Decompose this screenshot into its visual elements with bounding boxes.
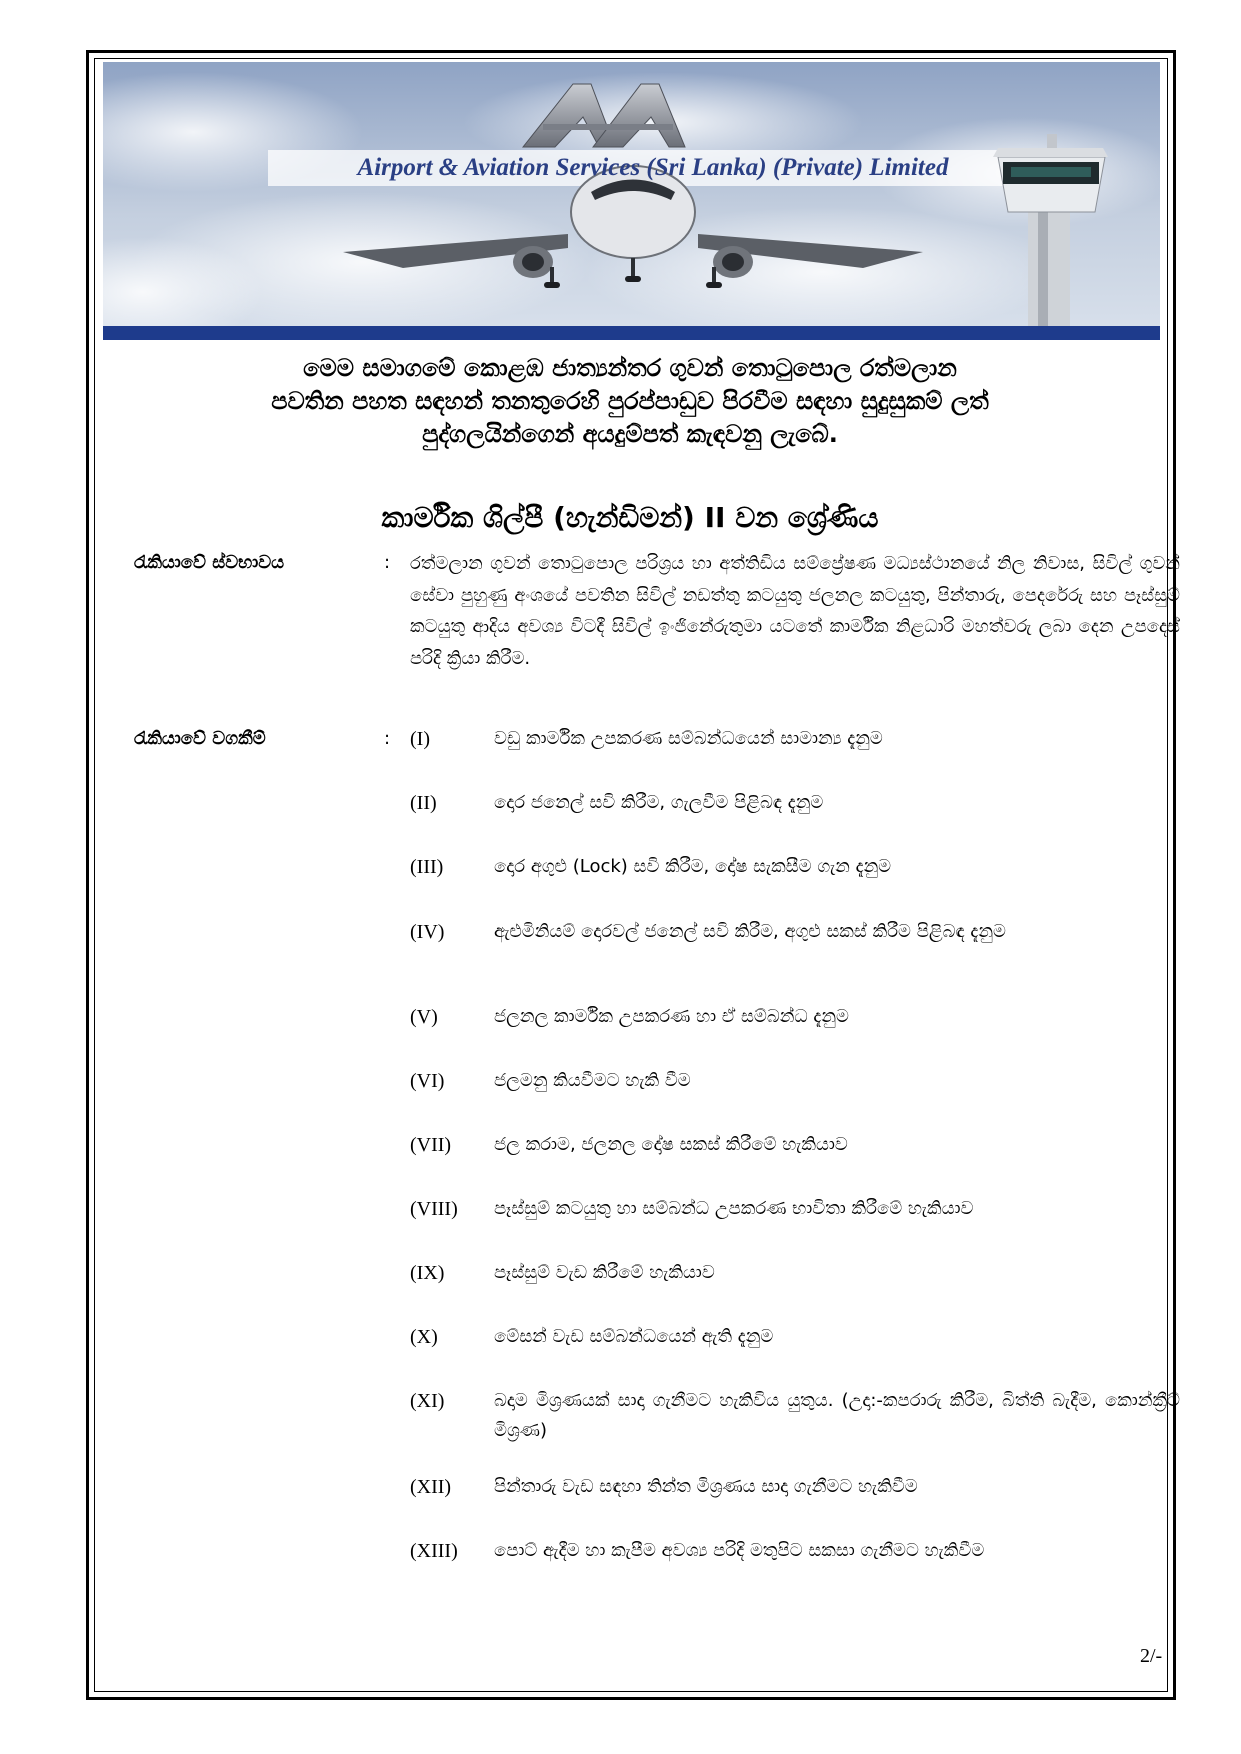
list-item-number: (VIII) bbox=[410, 1198, 458, 1220]
nature-colon: : bbox=[384, 552, 391, 573]
list-item-number: (VI) bbox=[410, 1070, 445, 1092]
duties-colon: : bbox=[384, 728, 391, 749]
header-banner bbox=[103, 62, 1160, 340]
list-item-text: ජල කරාම, ජලනල දෝෂ සකස් කිරීමේ හැකියාව bbox=[494, 1134, 848, 1155]
post-title: කාර්මික ශිල්පී (හැන්ඩිමන්) II වන ශ්‍රේණිය bbox=[381, 501, 879, 534]
banner-stripe bbox=[103, 326, 1160, 340]
list-item-number: (IX) bbox=[410, 1262, 445, 1284]
list-item-text: පොට් ඇදීම හා කැපීම අවශ්‍ය පරිදි මතුපිට සකසා ගැනීමට හැකිවීම bbox=[494, 1540, 985, 1561]
list-item-text: දොර අගුළු (Lock) සවි කිරීම, දෝෂ සැකසීම ගැන දැනුම bbox=[494, 856, 892, 877]
list-item-text: පෑස්සුම් කටයුතු හා සම්බන්ධ උපකරණ භාවිතා කිරීමේ හැකියාව bbox=[494, 1198, 974, 1219]
list-item-number: (V) bbox=[410, 1006, 438, 1028]
list-item-text: වඩු කාර්මික උපකරණ සම්බන්ධයෙන් සාමාන්‍ය දැනුම bbox=[494, 728, 883, 749]
list-item-text: මේසන් වැඩ සම්බන්ධයෙන් ඇති දැනුම bbox=[494, 1326, 774, 1347]
list-item-text: ජලනල කාර්මික උපකරණ හා ඒ සම්බන්ධ දැනුම bbox=[494, 1006, 849, 1027]
nature-text: රත්මලාන ගුවන් තොටුපොල පරිශ්‍රය හා අත්තිඩිය සම්ප්‍රේෂණ මධ්‍යස්ථානයේ නිල නිවාස, සිවිල් ගුවන් සේවා පුහුණු අංශයේ පවතින සිවිල් නඩත්තු කටයුතු ජලනල කටයුතු, පින්තාරු, පෙදරේරු සහ පෑස්සුම් කටයුතු ආදිය අවශ්‍ය විටදී සිවිල් ඉංජිනේරුතුමා යටතේ කාර්මික නිළධාරි මහත්වරු ලබා දෙන උපදෙස් පරිදි ක්‍රියා කිරීම. bbox=[410, 553, 1180, 669]
page-number: 2/- bbox=[1140, 1645, 1163, 1667]
list-item-number: (I) bbox=[410, 728, 430, 750]
list-item-text: දොර ජනෙල් සවි කිරීම, ගැලවීම පිළිබඳ දැනුම bbox=[494, 792, 824, 813]
nature-label: රැකියාවේ ස්වභාවය bbox=[134, 552, 285, 573]
list-item-number: (XI) bbox=[410, 1390, 445, 1412]
list-item-number: (IV) bbox=[410, 921, 445, 943]
list-item-number: (XIII) bbox=[410, 1540, 458, 1562]
list-item-number: (XII) bbox=[410, 1476, 452, 1498]
list-item-text: ඇළුමිනියම් දොරවල් ජනෙල් සවි කිරීම, අගුළු සකස් කිරීම පිළිබඳ දැනුම bbox=[494, 921, 1006, 942]
intro-line: පවතින පහත සඳහන් තනතුරෙහි පුරප්පාඩුව පිරවීම සඳහා සුදුසුකම් ලත් bbox=[271, 387, 989, 415]
duties-label: රැකියාවේ වගකීම් bbox=[134, 728, 266, 749]
company-name: Airport & Aviation Services (Sri Lanka) (Private) Limited bbox=[357, 154, 949, 181]
list-item-number: (X) bbox=[410, 1326, 438, 1348]
list-item-text: බදාම මිශ්‍රණයක් සාදා ගැනීමට හැකිවිය යුතුය. (උදා:-කපරාරු කිරීම, බිත්ති බැදීම, කොන්ක්‍රීට් මිශ්‍රණ) bbox=[494, 1390, 1180, 1441]
intro-line: පුද්ගලයින්ගෙන් අයදුම්පත් කැඳවනු ලැබේ. bbox=[422, 420, 838, 448]
intro-line: මෙම සමාගමේ කොළඹ ජාත්‍යන්තර ගුවන් තොටුපොල රත්මලාන bbox=[303, 354, 957, 382]
list-item-number: (VII) bbox=[410, 1134, 452, 1156]
list-item-text: පෑස්සුම් වැඩ කිරීමේ හැකියාව bbox=[494, 1262, 715, 1283]
list-item-text: ජලමනු කියවීමට හැකි වීම bbox=[494, 1070, 691, 1091]
list-item-text: පින්තාරු වැඩ සඳහා තින්ත මිශ්‍රණය සාදා ගැනීමට හැකිවීම bbox=[494, 1476, 918, 1497]
intro-paragraph bbox=[130, 352, 1130, 451]
list-item-number: (II) bbox=[410, 792, 437, 814]
list-item-number: (III) bbox=[410, 856, 444, 878]
